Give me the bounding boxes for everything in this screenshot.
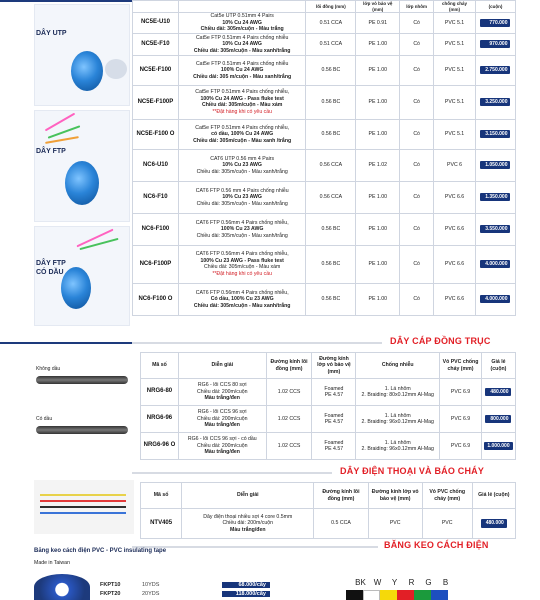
- spec-cell: Có: [400, 149, 434, 181]
- spec-cell: PVC: [422, 509, 472, 539]
- description-line: Dây điện thoại nhiều sợi 4 core 0.5mm: [203, 513, 293, 520]
- description-line: Màu trắng/đen: [204, 422, 240, 429]
- price-badge: 970.000: [480, 40, 510, 48]
- wire-blue: [40, 512, 126, 514]
- spec-cell: [312, 406, 356, 433]
- spec-line: 1. Lá nhôm: [384, 412, 411, 419]
- color-letters: [352, 578, 454, 587]
- color-letter: R: [408, 578, 415, 587]
- description-line: Cat5e FTP 0.51mm 4 Pairs chống nhiễu,: [195, 124, 290, 131]
- description-line: 100% Cu 24 AWG - Pass fluke test: [200, 95, 284, 102]
- description-line: Chiều dài: 200m/cuộn: [197, 442, 248, 449]
- column-header: Mã số: [141, 353, 179, 379]
- description-line: CAT6 FTP 0.56mm 4 Pairs chống nhiễu,: [195, 219, 289, 226]
- price-badge: 4.000.000: [480, 260, 510, 268]
- product-description: [178, 119, 306, 149]
- table-row: [133, 119, 516, 149]
- description-line: **Đặt hàng khi có yêu cầu: [212, 270, 273, 277]
- tape-row-1: [100, 582, 270, 588]
- spec-line: Foamed: [324, 439, 344, 446]
- description-line: 10% Cu 24 AWG: [222, 41, 262, 47]
- description-line: CAT6 FTP 0.56mm 4 Pairs chống nhiễu,: [195, 251, 289, 258]
- spec-cell: 1.02 CCS: [266, 433, 312, 460]
- product-code: NRG6-96 O: [141, 433, 179, 460]
- spec-cell: 0.56 BC: [306, 213, 356, 245]
- product-code: NC5E-F100: [133, 55, 179, 85]
- spec-cell: Có: [400, 245, 434, 283]
- price-badge: 2.750.000: [480, 66, 510, 74]
- spec-line: 2. Braiding: 80x0.12mm Al-Mag: [361, 392, 434, 398]
- price-cell: [475, 119, 515, 149]
- description-line: Cat5e FTP 0.51mm 4 Pairs chống nhiễu: [195, 34, 289, 41]
- ftp-label: DÂY FTP: [36, 148, 66, 155]
- spec-cell: 0.51 CCA: [306, 13, 356, 34]
- description-line: Chiều dài: 305m/cuộn - Màu trắng: [200, 26, 284, 33]
- description-line: CAT6 FTP 0.56mm 4 Pairs chống nhiễu,: [195, 289, 289, 296]
- tape-section-title: BĂNG KEO CÁCH ĐIỆN: [384, 540, 489, 550]
- spec-cell: PVC: [368, 509, 422, 539]
- spec-cell: [356, 379, 440, 406]
- description-line: có dầu, 100% Cu 24 AWG: [211, 131, 274, 137]
- spec-cell: PE 1.00: [356, 85, 400, 119]
- coax-title-bar: [132, 342, 382, 344]
- product-description: [178, 149, 306, 181]
- table-row: [133, 13, 516, 34]
- column-header: Giá lẻ (cuộn): [481, 353, 515, 379]
- description-line: 10% Cu 24 AWG: [222, 19, 262, 26]
- header-pvc: chống cháy (mm): [434, 1, 476, 13]
- spec-cell: PE 1.02: [356, 149, 400, 181]
- color-letter: G: [425, 578, 432, 587]
- table-row: [141, 433, 516, 460]
- header-jacket: lớp vỏ bảo vệ (mm): [356, 1, 400, 13]
- column-header: Đường kính lõi đồng (mm): [266, 353, 312, 379]
- product-description: [178, 13, 306, 34]
- description-line: RG6 - lõi CCS 80 sợi: [197, 382, 247, 389]
- description-line: Chiều dài: 200m/cuộn: [197, 388, 248, 395]
- color-letter: Y: [391, 578, 398, 587]
- cross-section-icon: [105, 59, 127, 79]
- color-swatches: [346, 590, 448, 600]
- price-cell: [475, 245, 515, 283]
- utp-label: DÂY UTP: [36, 30, 67, 37]
- column-header: Diễn giải: [182, 483, 314, 509]
- color-swatch: [397, 590, 414, 600]
- coax-cable-image: [34, 352, 130, 456]
- table-row: [141, 379, 516, 406]
- product-description: [178, 379, 266, 406]
- spec-cell: 0.5 CCA: [314, 509, 368, 539]
- utp-cable-image: [34, 4, 130, 106]
- spec-line: 1. Lá nhôm: [384, 439, 411, 446]
- price-badge: 1.050.000: [480, 161, 510, 169]
- no-oil-label: Không dầu: [36, 366, 61, 372]
- spec-line: 1. Lá nhôm: [384, 385, 411, 392]
- description-line: 100% Cu 23 AWG: [220, 226, 264, 232]
- header-blank: [178, 1, 306, 13]
- tape-price: 68.000/cây: [222, 582, 270, 588]
- phone-cable-image: [34, 480, 134, 534]
- product-description: [178, 406, 266, 433]
- table-row: [133, 149, 516, 181]
- coax-table: [140, 352, 516, 460]
- price-badge: 770.000: [480, 19, 510, 27]
- product-description: [178, 85, 306, 119]
- spec-cell: 0.56 CCA: [306, 149, 356, 181]
- description-line: Cat5e FTP 0.51mm 4 Pairs chống nhiễu: [195, 60, 289, 67]
- description-line: Cat5e FTP 0.51mm 4 Pairs chống nhiễu,: [195, 89, 290, 96]
- spec-cell: Có: [400, 213, 434, 245]
- price-badge: 1.000.000: [484, 442, 512, 450]
- spec-cell: [312, 433, 356, 460]
- table-row: [133, 213, 516, 245]
- spec-cell: PE 1.00: [356, 213, 400, 245]
- tape-title-bar: [132, 546, 378, 548]
- price-cell: [475, 283, 515, 315]
- table-row: [133, 283, 516, 315]
- header-blank: [133, 1, 179, 13]
- product-code: NC6-U10: [133, 149, 179, 181]
- spec-cell: Có: [400, 283, 434, 315]
- price-badge: 480.000: [485, 388, 511, 396]
- spec-cell: [356, 433, 440, 460]
- description-line: Chiều dài: 305m/cuộn - Màu xanh/trắng: [196, 168, 288, 175]
- color-swatch: [431, 590, 448, 600]
- ftp-oil-label-1: DÂY FTP: [36, 260, 66, 267]
- table-row: [141, 406, 516, 433]
- cable-coil-icon: [71, 51, 103, 91]
- spec-cell: 0.56 BC: [306, 119, 356, 149]
- description-line: 100% Cu 23 AWG - Pass fluke test: [200, 257, 284, 264]
- product-code: NRG6-96: [141, 406, 179, 433]
- description-line: Chiều dài: 305m/cuộn - Màu xanh/trắng: [196, 232, 288, 239]
- column-header: Đường kính lõi đồng (mm): [314, 483, 368, 509]
- ftp-oil-cable-image: [34, 226, 130, 326]
- tape-price: 118.000/cây: [222, 591, 270, 597]
- color-letter: B: [442, 578, 449, 587]
- description-line: Chiều dài: 305m/cuộn - Màu xám: [201, 102, 283, 109]
- spec-cell: PE 0.91: [356, 13, 400, 34]
- price-badge: 3.550.000: [480, 225, 510, 233]
- spec-cell: 0.56 BC: [306, 245, 356, 283]
- product-description: [178, 213, 306, 245]
- tape-heading: Băng keo cách điện PVC - PVC insulating tape: [34, 548, 167, 554]
- column-header: Chống nhiễu: [356, 353, 440, 379]
- product-code: NC6-F10: [133, 181, 179, 213]
- price-badge: 480.000: [481, 519, 507, 527]
- spec-cell: PVC 6.9: [440, 406, 482, 433]
- spec-cell: 1.02 CCS: [266, 406, 312, 433]
- coax-cable-icon: [36, 376, 128, 384]
- wire-yellow: [40, 494, 126, 496]
- price-cell: [481, 406, 515, 433]
- spec-line: PE 4.57: [324, 446, 344, 452]
- description-line: Có dầu, 100% Cu 23 AWG: [210, 296, 274, 302]
- spec-cell: Có: [400, 13, 434, 34]
- product-description: [178, 33, 306, 55]
- description-line: Cat5e UTP 0.51mm 4 Pairs: [210, 13, 274, 20]
- product-code: NC5E-F10: [133, 33, 179, 55]
- table-row: [141, 509, 516, 539]
- spec-line: 2. Braiding: 96x0.12mm Al-Mag: [361, 419, 434, 425]
- spec-cell: 0.51 CCA: [306, 33, 356, 55]
- description-line: RG6 - lõi CCS 96 sợi: [197, 409, 247, 416]
- product-description: [178, 283, 306, 315]
- column-header: Vỏ PVC chống cháy (mm): [422, 483, 472, 509]
- price-badge: 1.350.000: [480, 193, 510, 201]
- spec-cell: 0.56 BC: [306, 85, 356, 119]
- spec-line: PE 4.57: [324, 419, 344, 425]
- product-code: NC5E-F100 O: [133, 119, 179, 149]
- description-line: CAT6 UTP 0.56 mm 4 Pairs: [210, 155, 275, 162]
- description-line: RG6 - lõi CCS 96 sợi - có dầu: [187, 436, 257, 443]
- spec-cell: PE 1.00: [356, 33, 400, 55]
- product-code: NTV405: [141, 509, 182, 539]
- product-description: [178, 245, 306, 283]
- product-description: [178, 433, 266, 460]
- description-line: Chiều dài: 305m/cuộn - Màu xanh/trắng: [193, 302, 291, 309]
- header-price: (cuộn): [475, 1, 515, 13]
- spec-cell: PVC 6: [434, 149, 476, 181]
- spec-cell: Có: [400, 33, 434, 55]
- description-line: CAT6 FTP 0.56 mm 4 Pairs chống nhiễu: [195, 187, 289, 194]
- product-description: [178, 181, 306, 213]
- table-row: [133, 181, 516, 213]
- description-line: 100% Cu 24 AWG: [220, 67, 264, 73]
- product-description: [178, 55, 306, 85]
- spec-cell: PE 1.00: [356, 181, 400, 213]
- color-swatch: [346, 590, 363, 600]
- column-header: Vỏ PVC chống cháy (mm): [440, 353, 482, 379]
- description-line: Chiều dài: 305m/cuộn - Màu xanh/trắng: [193, 47, 291, 54]
- header-core: lõi đồng (mm): [306, 1, 356, 13]
- spec-cell: PVC 5.1: [434, 55, 476, 85]
- color-letter: W: [373, 578, 382, 587]
- column-header: Diễn giải: [178, 353, 266, 379]
- table-row: [133, 33, 516, 55]
- spec-cell: PE 1.00: [356, 245, 400, 283]
- spec-cell: [312, 379, 356, 406]
- spec-line: Foamed: [324, 412, 344, 419]
- price-badge: 3.150.000: [480, 130, 510, 138]
- price-cell: [475, 149, 515, 181]
- spec-cell: PE 1.00: [356, 119, 400, 149]
- price-badge: 3.250.000: [480, 98, 510, 106]
- description-line: **Đặt hàng khi có yêu cầu: [212, 108, 273, 115]
- price-cell: [481, 379, 515, 406]
- description-line: Màu trắng/đen: [204, 395, 240, 402]
- oil-label: Có dầu: [36, 416, 53, 422]
- tape-code: FKPT20: [100, 591, 121, 597]
- tape-roll-image: [34, 574, 90, 600]
- price-cell: [475, 85, 515, 119]
- description-line: 10% Cu 23 AWG: [222, 194, 262, 200]
- description-line: Chiều dài: 200m/cuộn: [222, 520, 274, 527]
- product-code: NC6-F100P: [133, 245, 179, 283]
- spec-cell: Có: [400, 55, 434, 85]
- description-line: 10% Cu 23 AWG: [222, 162, 262, 168]
- description-line: Chiều dài: 305 m/cuộn - Màu xanh/trắng: [193, 73, 292, 80]
- product-description: [182, 509, 314, 539]
- color-swatch: [380, 590, 397, 600]
- description-line: Màu trắng/đen: [230, 526, 266, 533]
- table-row: [133, 55, 516, 85]
- cable-coil-icon: [61, 267, 91, 309]
- phone-table: [140, 482, 516, 539]
- description-line: Chiều dài: 305m/cuộn - Màu xám: [203, 264, 281, 271]
- header-foil: lớp nhôm: [400, 1, 434, 13]
- spec-line: PE 4.57: [324, 392, 344, 398]
- price-cell: [475, 33, 515, 55]
- price-cell: [475, 213, 515, 245]
- price-cell: [475, 181, 515, 213]
- spec-cell: PVC 6.6: [434, 283, 476, 315]
- spec-cell: Có: [400, 119, 434, 149]
- coax-strip: [0, 342, 132, 344]
- spec-cell: Có: [400, 181, 434, 213]
- spec-line: 2. Braiding: 96x0.12mm Al-Mag: [361, 446, 434, 452]
- spec-cell: PVC 6.9: [440, 379, 482, 406]
- column-header: Đường kính lớp vỏ bảo vệ (mm): [312, 353, 356, 379]
- top-strip: [0, 0, 132, 2]
- product-code: NC6-F100 O: [133, 283, 179, 315]
- wire-red: [40, 500, 126, 502]
- tape-row-2: [100, 591, 270, 597]
- table-row: [133, 245, 516, 283]
- product-code: NC5E-F100P: [133, 85, 179, 119]
- phone-title-bar: [132, 472, 332, 474]
- description-line: Màu trắng/đen: [204, 449, 240, 456]
- column-header: Giá lẻ (cuộn): [472, 483, 515, 509]
- coax-section-title: DÂY CÁP ĐỒNG TRỤC: [390, 336, 491, 346]
- tape-origin: Made in Taiwan: [34, 560, 70, 566]
- price-cell: [481, 433, 515, 460]
- tape-length: 20YDS: [142, 591, 160, 597]
- spec-cell: 0.56 BC: [306, 55, 356, 85]
- product-code: NRG6-80: [141, 379, 179, 406]
- description-line: Chiều dài: 305m/cuộn - Màu xanh /trắng: [193, 137, 292, 144]
- cable-coil-icon: [65, 161, 99, 205]
- spec-cell: PVC 6.6: [434, 213, 476, 245]
- ftp-cable-image: [34, 110, 130, 222]
- color-letter: BK: [355, 578, 366, 587]
- spec-cell: [356, 406, 440, 433]
- description-line: Chiều dài: 305m/cuộn - Màu xanh/trắng: [196, 200, 288, 207]
- lan-cable-table: [132, 0, 516, 316]
- description-line: Chiều dài: 200m/cuộn: [197, 415, 248, 422]
- spec-cell: 0.56 BC: [306, 283, 356, 315]
- coax-oil-cable-icon: [36, 426, 128, 434]
- spec-cell: PVC 5.1: [434, 13, 476, 34]
- spec-line: Foamed: [324, 385, 344, 392]
- color-swatch: [363, 590, 380, 600]
- tape-length: 10YDS: [142, 582, 160, 588]
- wire-green: [79, 238, 118, 250]
- ftp-oil-label-2: CÓ DẦU: [36, 269, 64, 276]
- spec-cell: PVC 6.9: [440, 433, 482, 460]
- column-header: Đường kính lớp vỏ bảo vệ (mm): [368, 483, 422, 509]
- spec-cell: PVC 5.1: [434, 119, 476, 149]
- price-cell: [472, 509, 515, 539]
- table-row: [133, 85, 516, 119]
- spec-cell: PE 1.00: [356, 55, 400, 85]
- phone-section-title: DÂY ĐIỆN THOẠI VÀ BÁO CHÁY: [340, 466, 485, 476]
- spec-cell: Có: [400, 85, 434, 119]
- column-header: Mã số: [141, 483, 182, 509]
- spec-cell: 1.02 CCS: [266, 379, 312, 406]
- price-cell: [475, 13, 515, 34]
- spec-cell: PVC 5.1: [434, 85, 476, 119]
- tape-code: FKPT10: [100, 582, 121, 588]
- spec-cell: PVC 6.6: [434, 245, 476, 283]
- price-cell: [475, 55, 515, 85]
- spec-cell: PVC 6.6: [434, 181, 476, 213]
- spec-cell: PE 1.00: [356, 283, 400, 315]
- spec-cell: PVC 5.1: [434, 33, 476, 55]
- product-code: NC6-F100: [133, 213, 179, 245]
- product-code: NC5E-U10: [133, 13, 179, 34]
- color-swatch: [414, 590, 431, 600]
- price-badge: 4.000.000: [480, 295, 510, 303]
- wire-black: [40, 506, 126, 508]
- spec-cell: 0.56 CCA: [306, 181, 356, 213]
- price-badge: 800.000: [485, 415, 511, 423]
